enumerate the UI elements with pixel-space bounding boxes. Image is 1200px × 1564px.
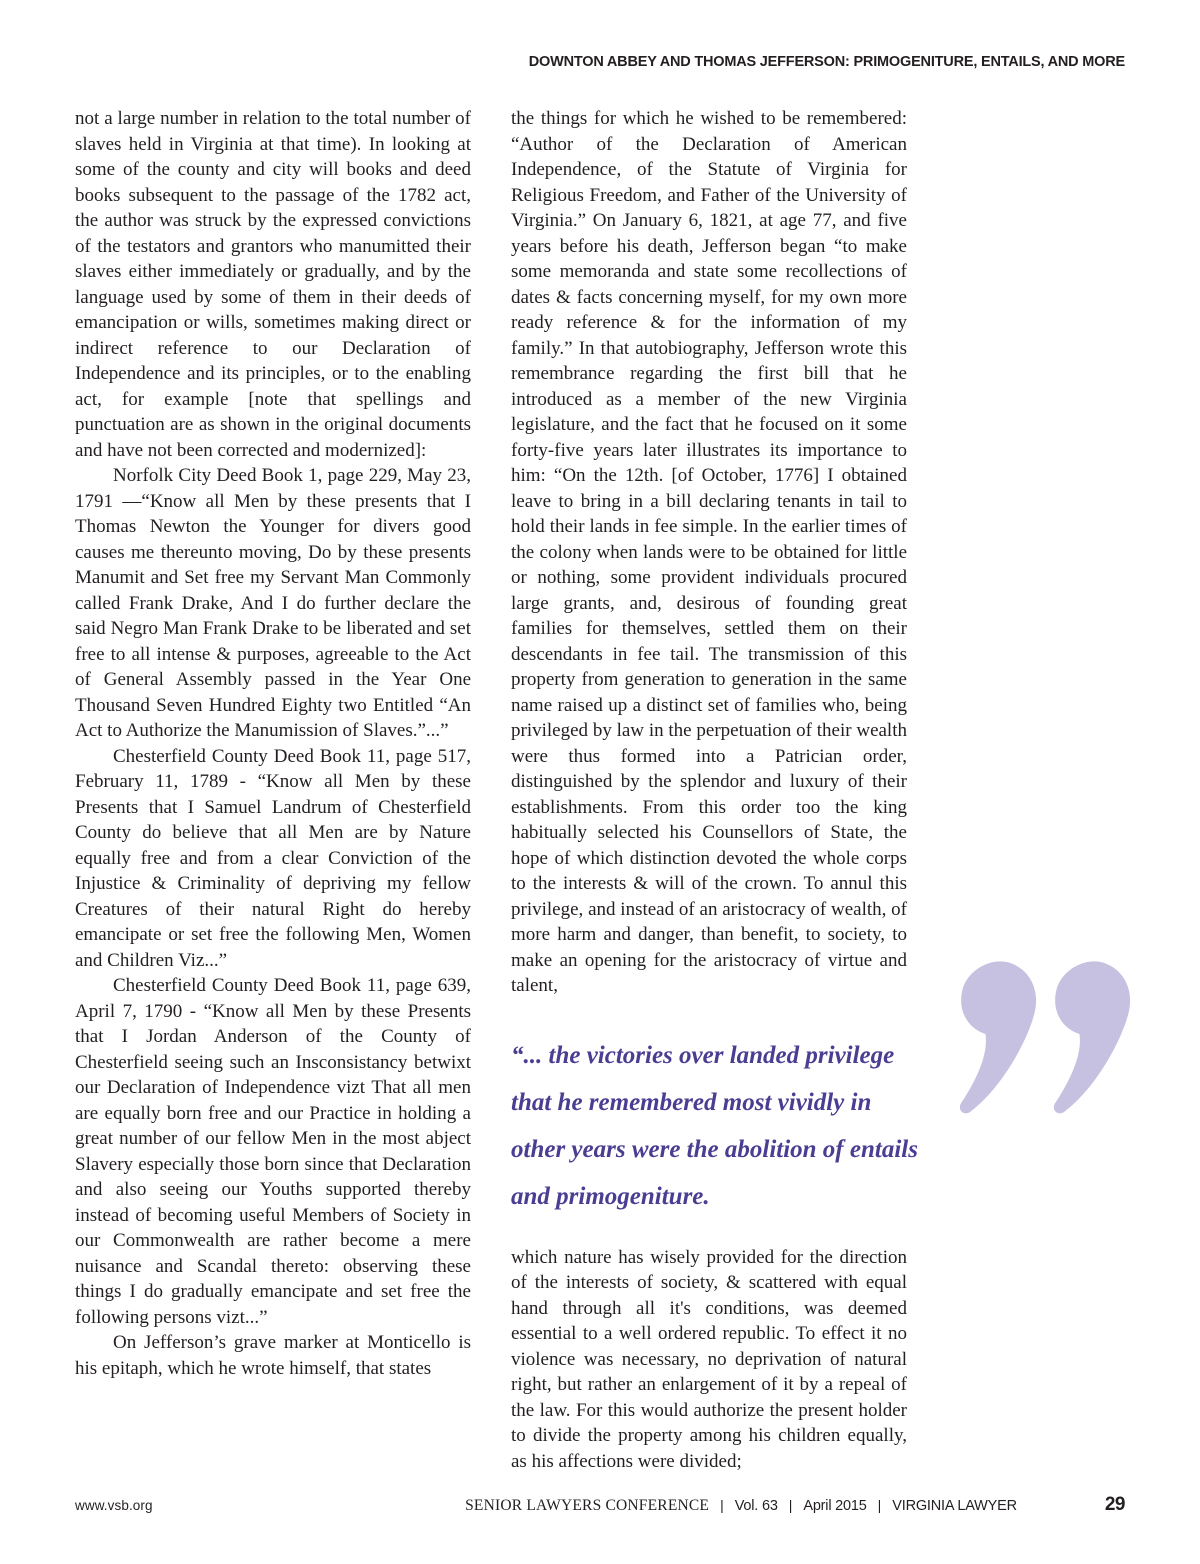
paragraph: On Jefferson’s grave marker at Monticello is his epitaph, which he wrote himself, that states (75, 1332, 471, 1379)
footer-volume: Vol. 63 (734, 1498, 778, 1514)
paragraph: not a large number in relation to the total number of slaves held in Virginia at that time). In looking at some of the county and city will books and deed books subsequent to the passage of the 1782 act, the author was struck by the expressed convictions of the testators and grantors who manumitted their slaves either immediately or gradually, and by the language used by some of them in their deeds of emancipation or wills, sometimes making direct or indirect reference to our Declaration of Independence and its principles, or to the enabling act, for example [note that spellings and punctuation are as shown in the original documents and have not been corrected and modernized]: (75, 108, 471, 461)
footer (75, 1494, 1125, 1516)
article-body (75, 106, 918, 1474)
pull-quote: “... the victories over landed privilege that he remembered most vividly in other years were the abolition of entails and primogeniture. (511, 1041, 918, 1210)
footer-website-link[interactable]: www.vsb.org (75, 1498, 153, 1513)
footer-separator: | (877, 1497, 882, 1513)
footer-conference-label: SENIOR LAWYERS CONFERENCE (465, 1497, 710, 1514)
right-column (511, 106, 918, 1474)
paragraph: which nature has wisely provided for the direction of the interests of society, & scattered with equal hand through all it's conditions, was deemed essential to a well ordered republic. To effect it no violence was necessary, no deprivation of natural right, but rather an enlargement of it by a repeal of the law. For this would authorize the present holder to divide the property among his children equally, as his affections were divided; (511, 1246, 907, 1472)
closing-double-quote-icon (955, 956, 1134, 1121)
left-column (75, 106, 471, 1474)
paragraph: Chesterfield County Deed Book 11, page 517, February 11, 1789 - “Know all Men by these Presents that I Samuel Landrum of Chesterfield County do believe that all Men are by Nature equally free and from a clear Conviction of the Injustice & Criminality of depriving my fellow Creatures of their natural Right do hereby emancipate or set free the following Men, Women and Children Viz...” (75, 745, 471, 971)
footer-publication-line (465, 1497, 1017, 1515)
footer-separator: | (720, 1497, 724, 1513)
paragraph: Norfolk City Deed Book 1, page 229, May 23, 1791 —“Know all Men by these presents that I Thomas Newton the Younger for divers good causes me thereunto moving, Do by these presents Manumit and Set free my Servant Man Commonly called Frank Drake, And I do further declare the said Negro Man Frank Drake to be liberated and set free to all intense & purposes, agreeable to the Act of General Assembly passed in the Year One Thousand Seven Hundred Eighty two Entitled “An Act to Authorize the Manumission of Slaves.”...” (75, 465, 471, 741)
paragraph: Chesterfield County Deed Book 11, page 639, April 7, 1790 - “Know all Men by these Presents that I Jordan Anderson of the County of Chesterfield seeing such an Insconsistancy betwixt our Declaration of Independence vizt That all men are equally born free and our Practice in holding a great number of our fellow Men in the most abject Slavery especially those born since that Declaration and also seeing our Youths supported thereby instead of becoming useful Members of Society in our Commonwealth are rather become a mere nuisance and Scandal thereto: observing these things I do gradually emancipate and set free the following persons vizt...” (75, 975, 471, 1328)
footer-publication: VIRGINIA LAWYER (892, 1498, 1017, 1514)
paragraph: the things for which he wished to be remembered: “Author of the Declaration of American Independence, of the Statute of Virginia for Religious Freedom, and Father of the University of Virginia.” On January 6, 1821, at age 77, and five years before his death, Jefferson began “to make some memoranda and state some recollections of dates & facts concerning myself, for my own more ready reference & for the information of my family.” In that autobiography, Jefferson wrote this remembrance regarding the first bill that he introduced as a member of the new Virginia legislature, and the fact that he focused on it some forty-five years later illustrates its importance to him: “On the 12th. [of October, 1776] I obtained leave to bring in a bill declaring tenants in tail to hold their lands in fee simple. In the earlier times of the colony when lands were to be obtained for little or nothing, some provident individuals procured large grants, and, desirous of founding great families for themselves, settled them on their descendants in fee tail. The transmission of this property from generation to generation in the same name raised up a distinct set of families who, being privileged by law in the perpetuation of their wealth were thus formed into a Patrician order, distinguished by the splendor and luxury of their establishments. From this order too the king habitually selected his Counsellors of State, the hope of which distinction devoted the whole corps to the interests & will of the crown. To annul this privilege, and instead of an aristocracy of wealth, of more harm and danger, than benefit, to society, to make an opening for the aristocracy of virtue and talent, (511, 108, 907, 996)
running-header: DOWNTON ABBEY AND THOMAS JEFFERSON: PRIMOGENITURE, ENTAILS, AND MORE (528, 54, 1125, 70)
footer-date: April 2015 (803, 1498, 867, 1514)
footer-separator: | (788, 1497, 793, 1513)
page-number: 29 (1104, 1494, 1125, 1515)
